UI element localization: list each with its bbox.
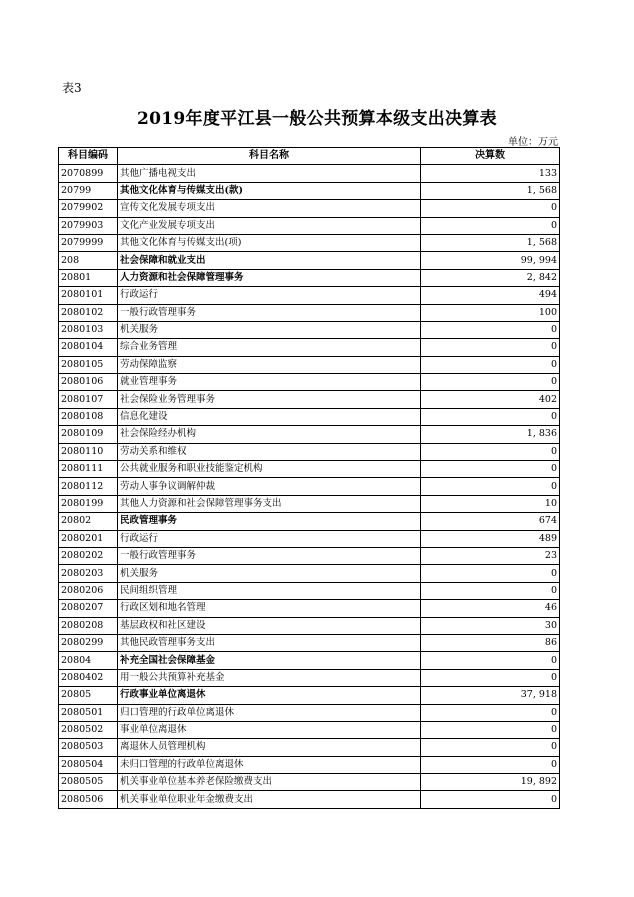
table-row [59, 721, 560, 738]
row-name: 文化产业发展专项支出 [118, 217, 421, 234]
table-row [59, 234, 560, 251]
table-row [59, 374, 560, 391]
row-name: 未归口管理的行政单位离退休 [118, 756, 421, 773]
table-row [59, 443, 560, 460]
row-code: 2080101 [59, 287, 118, 304]
table-row [59, 513, 560, 530]
row-code: 2080502 [59, 721, 118, 738]
row-name: 社会保障和就业支出 [118, 252, 421, 269]
row-amount: 0 [421, 582, 560, 599]
row-name: 劳动关系和维权 [118, 443, 421, 460]
row-code: 2080105 [59, 356, 118, 373]
page-title: 2019年度平江县一般公共预算本级支出决算表 [137, 109, 497, 129]
table-row [59, 565, 560, 582]
row-amount: 0 [421, 200, 560, 217]
row-amount: 23 [421, 547, 560, 564]
row-amount: 46 [421, 600, 560, 617]
row-amount: 10 [421, 495, 560, 512]
table-row [59, 391, 560, 408]
table-row [59, 252, 560, 269]
row-code: 2079903 [59, 217, 118, 234]
row-amount: 0 [421, 721, 560, 738]
row-name: 一般行政管理事务 [118, 304, 421, 321]
row-name: 机关服务 [118, 565, 421, 582]
row-code: 2079999 [59, 234, 118, 251]
row-amount: 0 [421, 374, 560, 391]
row-amount: 0 [421, 356, 560, 373]
row-amount: 30 [421, 617, 560, 634]
row-amount: 1, 836 [421, 426, 560, 443]
row-amount: 494 [421, 287, 560, 304]
row-name: 社会保险经办机构 [118, 426, 421, 443]
row-code: 2080103 [59, 321, 118, 338]
row-code: 2080505 [59, 774, 118, 791]
row-name: 用一般公共预算补充基金 [118, 669, 421, 686]
row-code: 2080106 [59, 374, 118, 391]
row-code: 2079902 [59, 200, 118, 217]
row-code: 2080199 [59, 495, 118, 512]
row-amount: 86 [421, 634, 560, 651]
row-name: 离退休人员管理机构 [118, 739, 421, 756]
table-row [59, 739, 560, 756]
row-amount: 0 [421, 565, 560, 582]
row-name: 一般行政管理事务 [118, 547, 421, 564]
table-row [59, 791, 560, 808]
row-amount: 402 [421, 391, 560, 408]
row-name: 民政管理事务 [118, 513, 421, 530]
table-row [59, 165, 560, 182]
row-name: 机关服务 [118, 321, 421, 338]
table-row [59, 461, 560, 478]
row-amount: 1, 568 [421, 182, 560, 199]
row-name: 信息化建设 [118, 408, 421, 425]
table-row [59, 356, 560, 373]
row-code: 2080107 [59, 391, 118, 408]
row-name: 基层政权和社区建设 [118, 617, 421, 634]
table-row [59, 704, 560, 721]
table-row [59, 200, 560, 217]
row-code: 208 [59, 252, 118, 269]
row-amount: 0 [421, 704, 560, 721]
table-row [59, 582, 560, 599]
table-row [59, 652, 560, 669]
row-code: 2080402 [59, 669, 118, 686]
row-name: 劳动人事争议调解仲裁 [118, 478, 421, 495]
row-code: 2080506 [59, 791, 118, 808]
row-code: 20799 [59, 182, 118, 199]
table-row [59, 408, 560, 425]
row-name: 其他广播电视支出 [118, 165, 421, 182]
table-row [59, 669, 560, 686]
row-name: 其他人力资源和社会保障管理事务支出 [118, 495, 421, 512]
row-code: 20802 [59, 513, 118, 530]
row-code: 2080102 [59, 304, 118, 321]
row-amount: 0 [421, 791, 560, 808]
row-code: 2080104 [59, 339, 118, 356]
row-code: 2080109 [59, 426, 118, 443]
table-header-row [59, 148, 560, 165]
row-name: 机关事业单位基本养老保险缴费支出 [118, 774, 421, 791]
row-code: 2080207 [59, 600, 118, 617]
table-row [59, 774, 560, 791]
expenditure-table [58, 147, 560, 809]
table-row [59, 530, 560, 547]
table-row [59, 756, 560, 773]
table-row [59, 269, 560, 286]
row-amount: 2, 842 [421, 269, 560, 286]
row-amount: 0 [421, 321, 560, 338]
row-amount: 674 [421, 513, 560, 530]
row-name: 公共就业服务和职业技能鉴定机构 [118, 461, 421, 478]
row-name: 人力资源和社会保障管理事务 [118, 269, 421, 286]
unit-label: 单位：万元 [508, 137, 558, 148]
row-name: 行政运行 [118, 530, 421, 547]
row-amount: 0 [421, 669, 560, 686]
row-code: 2080108 [59, 408, 118, 425]
row-code: 2080111 [59, 461, 118, 478]
row-code: 2080208 [59, 617, 118, 634]
row-amount: 0 [421, 478, 560, 495]
row-code: 20805 [59, 687, 118, 704]
table-row [59, 600, 560, 617]
row-name: 归口管理的行政单位离退休 [118, 704, 421, 721]
row-amount: 0 [421, 217, 560, 234]
row-code: 2080112 [59, 478, 118, 495]
row-amount: 0 [421, 339, 560, 356]
row-code: 2080503 [59, 739, 118, 756]
row-amount: 0 [421, 652, 560, 669]
header-name: 科目名称 [118, 148, 421, 165]
row-code: 2080299 [59, 634, 118, 651]
table-row [59, 304, 560, 321]
table-row [59, 321, 560, 338]
row-code: 2080206 [59, 582, 118, 599]
row-name: 劳动保障监察 [118, 356, 421, 373]
row-name: 其他文化体育与传媒支出(项) [118, 234, 421, 251]
row-code: 20804 [59, 652, 118, 669]
row-name: 综合业务管理 [118, 339, 421, 356]
row-amount: 0 [421, 408, 560, 425]
row-code: 20801 [59, 269, 118, 286]
row-amount: 0 [421, 461, 560, 478]
row-name: 其他文化体育与传媒支出(款) [118, 182, 421, 199]
table-row [59, 426, 560, 443]
table-row [59, 478, 560, 495]
row-amount: 99, 994 [421, 252, 560, 269]
row-amount: 133 [421, 165, 560, 182]
row-name: 行政运行 [118, 287, 421, 304]
table-row [59, 687, 560, 704]
row-amount: 0 [421, 443, 560, 460]
table-row [59, 339, 560, 356]
table-row [59, 182, 560, 199]
header-code: 科目编码 [59, 148, 118, 165]
row-code: 2070899 [59, 165, 118, 182]
table-row [59, 217, 560, 234]
row-amount: 0 [421, 756, 560, 773]
row-code: 2080203 [59, 565, 118, 582]
row-code: 2080504 [59, 756, 118, 773]
row-code: 2080202 [59, 547, 118, 564]
row-amount: 0 [421, 739, 560, 756]
row-amount: 100 [421, 304, 560, 321]
row-code: 2080110 [59, 443, 118, 460]
row-name: 行政事业单位离退休 [118, 687, 421, 704]
table-row [59, 547, 560, 564]
header-amount: 决算数 [421, 148, 560, 165]
table-row [59, 617, 560, 634]
row-name: 民间组织管理 [118, 582, 421, 599]
row-name: 其他民政管理事务支出 [118, 634, 421, 651]
row-name: 补充全国社会保障基金 [118, 652, 421, 669]
table-number: 表3 [62, 81, 82, 95]
table-row [59, 495, 560, 512]
row-name: 宣传文化发展专项支出 [118, 200, 421, 217]
row-name: 事业单位离退休 [118, 721, 421, 738]
row-name: 机关事业单位职业年金缴费支出 [118, 791, 421, 808]
row-name: 就业管理事务 [118, 374, 421, 391]
row-amount: 1, 568 [421, 234, 560, 251]
row-code: 2080201 [59, 530, 118, 547]
row-amount: 19, 892 [421, 774, 560, 791]
table-row [59, 634, 560, 651]
table-row [59, 287, 560, 304]
row-name: 社会保险业务管理事务 [118, 391, 421, 408]
row-code: 2080501 [59, 704, 118, 721]
row-amount: 489 [421, 530, 560, 547]
row-amount: 37, 918 [421, 687, 560, 704]
row-name: 行政区划和地名管理 [118, 600, 421, 617]
